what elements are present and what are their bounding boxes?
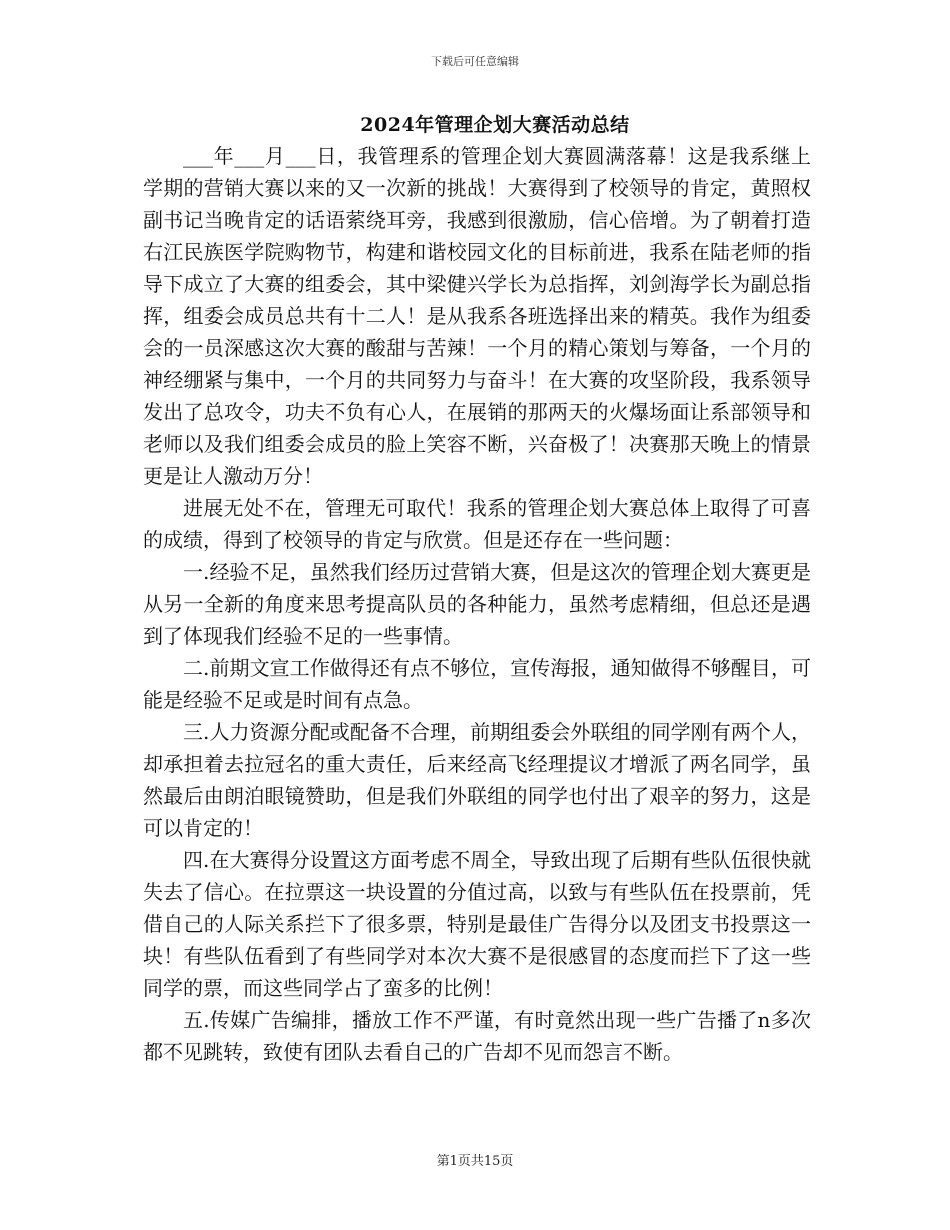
paragraph-intro: ___年___月___日，我管理系的管理企划大赛圆满落幕！这是我系继上学期的营销大赛以来的又一次新的挑战！大赛得到了校领导的肯定，黄照权副书记当晚肯定的话语萦绕耳旁，我感到很激励，信心倍增。为了朝着打造右江民族医学院购物节，构建和谐校园文化的目标前进，我系在陆老师的指导下成立了大赛的组委会，其中梁健兴学长为总指挥，刘剑海学长为副总指挥，组委会成员总共有十二人！是从我系各班选择出来的精英。我作为组委会的一员深感这次大赛的酸甜与苦辣！一个月的精心策划与筹备，一个月的神经绷紧与集中，一个月的共同努力与奋斗！在大赛的攻坚阶段，我系领导发出了总攻令，功夫不负有心人，在展销的那两天的火爆场面让系部领导和老师以及我们组委会成员的脸上笑容不断，兴奋极了！决赛那天晚上的情景更是让人激动万分！ [143,144,811,488]
paragraph-problem-2: 二.前期文宣工作做得还有点不够位，宣传海报，通知做得不够醒目，可能是经验不足或是时间有点急。 [143,656,811,712]
document-body [143,140,811,1068]
download-note: 下载后可任意编辑 [431,55,519,68]
document-title: 2024年管理企划大赛活动总结 [360,114,630,136]
paragraph-problem-4: 四.在大赛得分设置这方面考虑不周全，导致出现了后期有些队伍很快就失去了信心。在拉票这一块设置的分值过高，以致与有些队伍在投票前，凭借自己的人际关系拦下了很多票，特别是最佳广告得分以及团支书投票这一块！有些队伍看到了有些同学对本次大赛不是很感冒的态度而拦下了这一些同学的票，而这些同学占了蛮多的比例！ [143,848,811,1000]
paragraph-problems-intro: 进展无处不在，管理无可取代！我系的管理企划大赛总体上取得了可喜的成绩，得到了校领导的肯定与欣赏。但是还存在一些问题： [143,496,811,552]
paragraph-problem-3: 三.人力资源分配或配备不合理，前期组委会外联组的同学刚有两个人，却承担着去拉冠名的重大责任，后来经高飞经理提议才增派了两名同学，虽然最后由朗泊眼镜赞助，但是我们外联组的同学也付出了艰辛的努力，这是可以肯定的！ [143,720,811,840]
paragraph-problem-1: 一.经验不足，虽然我们经历过营销大赛，但是这次的管理企划大赛更是从另一全新的角度来思考提高队员的各种能力，虽然考虑精细，但总还是遇到了体现我们经验不足的一些事情。 [143,560,811,648]
paragraph-problem-5: 五.传媒广告编排，播放工作不严谨，有时竟然出现一些广告播了n多次都不见跳转，致使有团队去看自己的广告却不见而怨言不断。 [143,1008,811,1064]
page-number: 第1页共15页 [436,1154,514,1169]
